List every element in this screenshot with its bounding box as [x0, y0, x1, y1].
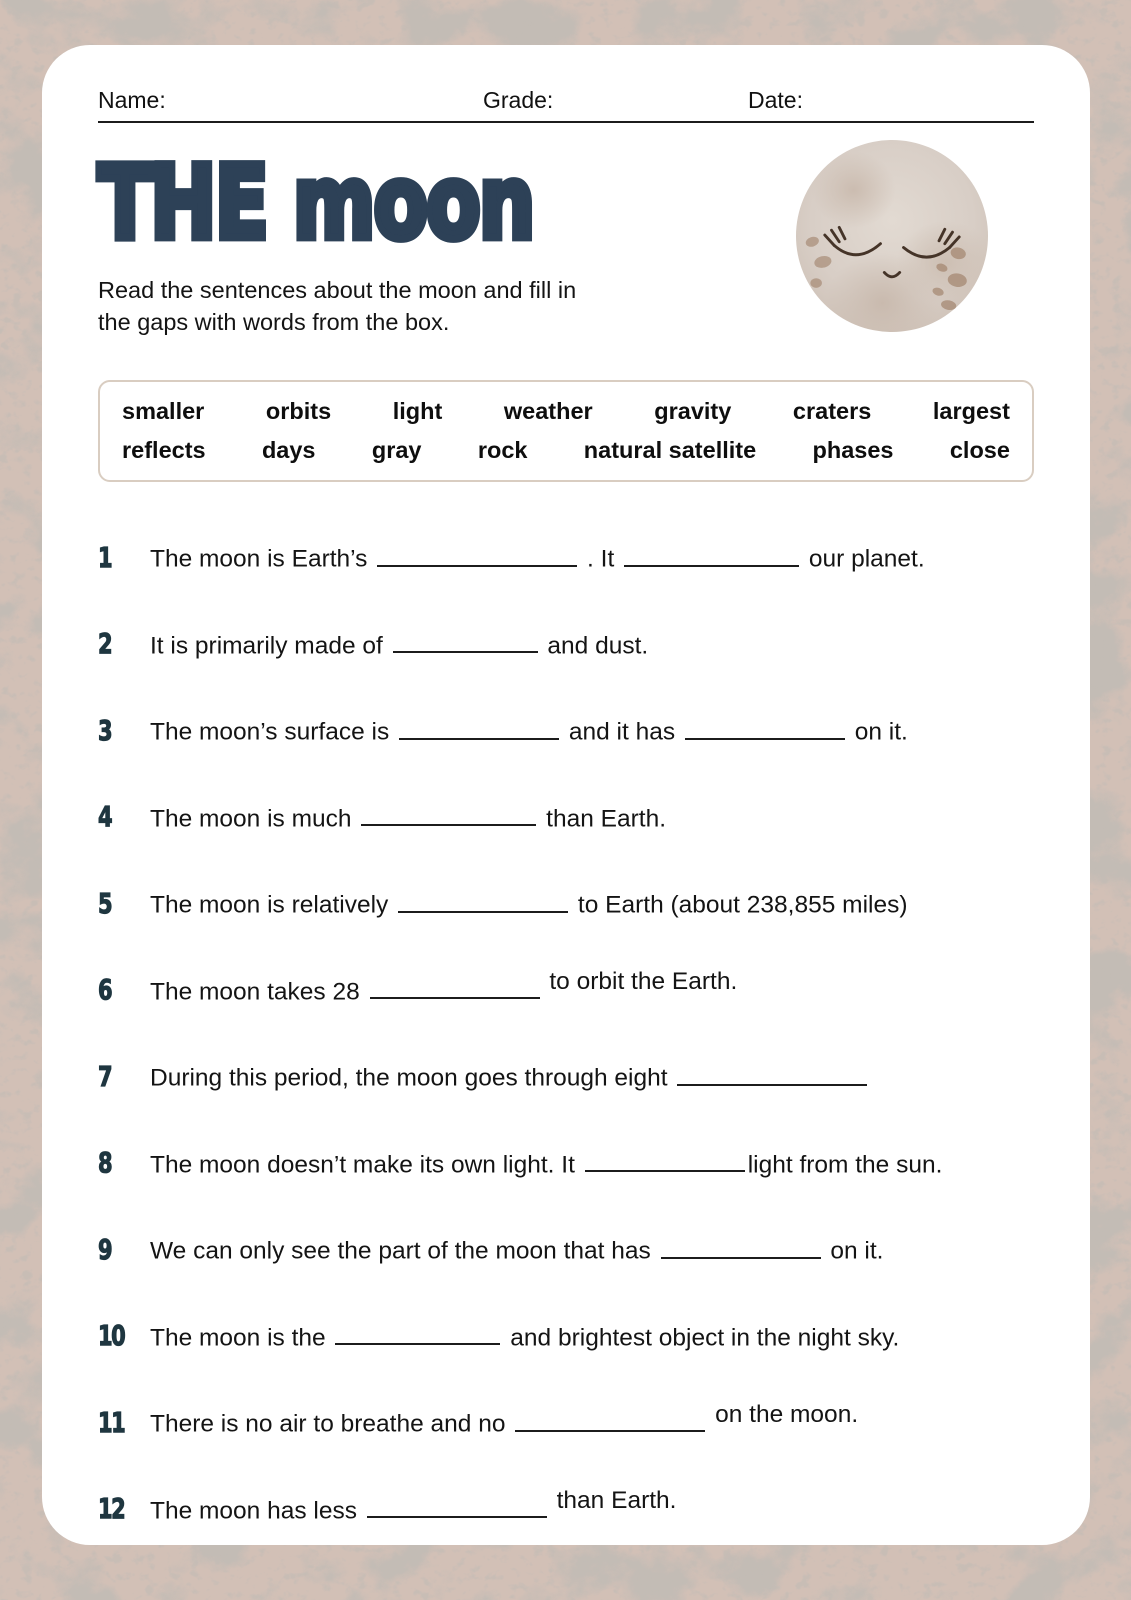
sentence-text — [150, 540, 925, 577]
answer-blank[interactable] — [585, 1146, 745, 1173]
word-bank-item: natural satellite — [583, 437, 757, 464]
sentence-fragment: The moon doesn’t make its own light. It — [150, 1151, 582, 1179]
word-bank-item: reflects — [122, 437, 206, 464]
sentence-fragment: and it has — [562, 718, 682, 746]
sentence-row — [98, 1487, 1034, 1529]
sentence-text — [150, 1487, 677, 1529]
instructions-text: Read the sentences about the moon and fill in the gaps with words from the box. — [98, 277, 577, 335]
answer-blank[interactable] — [515, 1405, 705, 1432]
student-info-header — [98, 87, 1034, 123]
sentence-fragment: The moon is relatively — [150, 891, 396, 919]
sentence-row — [98, 540, 1034, 577]
sentence-fragment: to Earth (about 238,855 miles) — [571, 891, 908, 919]
sentence-fragment: to orbit the Earth. — [542, 968, 738, 996]
answer-blank[interactable] — [393, 627, 538, 654]
sentence-number: 6 — [98, 973, 112, 1007]
sentence-number: 5 — [98, 886, 112, 920]
sentence-fragment: . It — [580, 545, 622, 573]
sentence-row — [98, 1400, 1034, 1442]
answer-blank[interactable] — [661, 1232, 821, 1259]
word-bank-item: weather — [503, 398, 593, 425]
word-bank-row — [122, 437, 1010, 464]
sentence-fragment: and dust. — [540, 632, 649, 660]
word-bank-item: largest — [932, 398, 1010, 425]
sentence-fragment: light from the sun. — [747, 1151, 943, 1179]
sentence-number: 10 — [98, 1319, 125, 1353]
sleeping-moon-illustration — [796, 140, 988, 332]
word-bank-item: gravity — [654, 398, 732, 425]
word-bank — [98, 380, 1034, 482]
word-bank-item: days — [261, 437, 316, 464]
word-bank-item: craters — [792, 398, 872, 425]
word-bank-item: phases — [812, 437, 894, 464]
sentence-fragment: on the moon. — [708, 1400, 859, 1428]
name-label: Name: — [98, 87, 166, 113]
sentence-fragment: It is primarily made of — [150, 632, 390, 660]
sentence-text — [150, 1232, 884, 1269]
word-bank-item: smaller — [122, 398, 205, 425]
sentence-row — [98, 886, 1034, 923]
answer-blank[interactable] — [677, 1059, 867, 1086]
date-label: Date: — [748, 87, 803, 113]
sentence-text — [150, 800, 666, 837]
word-bank-item: light — [392, 398, 443, 425]
sentence-number: 2 — [98, 627, 112, 661]
sentence-fragment: We can only see the part of the moon that has — [150, 1237, 658, 1265]
word-bank-item: rock — [477, 437, 528, 464]
sentence-fragment: The moon has less — [150, 1497, 364, 1525]
word-bank-row — [122, 398, 1010, 425]
sentence-fragment: There is no air to breathe and no — [150, 1410, 513, 1438]
sentence-fragment: and brightest object in the night sky. — [503, 1324, 900, 1352]
answer-blank[interactable] — [398, 886, 568, 913]
moon-face-icon — [796, 140, 988, 332]
word-bank-item: close — [949, 437, 1010, 464]
sentence-number: 7 — [98, 1059, 112, 1093]
sentence-list — [98, 540, 1034, 1528]
sentence-number: 4 — [98, 800, 112, 834]
answer-blank[interactable] — [685, 713, 845, 740]
answer-blank[interactable] — [370, 973, 540, 1000]
sentence-number: 11 — [98, 1405, 125, 1439]
grade-label: Grade: — [483, 87, 554, 113]
sentence-row — [98, 1059, 1034, 1096]
sentence-number: 9 — [98, 1232, 112, 1266]
sentence-fragment: our planet. — [802, 545, 925, 573]
sentence-fragment: The moon is Earth’s — [150, 545, 375, 573]
sentence-text — [150, 1059, 870, 1096]
sentence-text — [150, 1146, 942, 1183]
sentence-fragment: The moon’s surface is — [150, 718, 397, 746]
answer-blank[interactable] — [624, 540, 799, 567]
sentence-fragment: on it. — [823, 1237, 884, 1265]
sentence-text — [150, 627, 648, 664]
sentence-row — [98, 713, 1034, 750]
sentence-fragment: on it. — [847, 718, 908, 746]
worksheet-card — [42, 45, 1090, 1545]
sentence-row — [98, 968, 1034, 1010]
sentence-number: 8 — [98, 1146, 112, 1180]
sentence-text — [150, 1319, 899, 1356]
sentence-fragment: During this period, the moon goes through eight — [150, 1064, 675, 1092]
sentence-fragment: The moon is the — [150, 1324, 333, 1352]
answer-blank[interactable] — [367, 1492, 547, 1519]
sentence-row — [98, 1146, 1034, 1183]
sentence-number: 12 — [98, 1492, 125, 1526]
sentence-row — [98, 800, 1034, 837]
sentence-fragment: than Earth. — [549, 1487, 677, 1515]
sentence-text — [150, 968, 738, 1010]
sentence-fragment: The moon is much — [150, 805, 359, 833]
answer-blank[interactable] — [377, 540, 577, 567]
answer-blank[interactable] — [335, 1319, 500, 1346]
sentence-row — [98, 627, 1034, 664]
word-bank-item: orbits — [265, 398, 332, 425]
answer-blank[interactable] — [399, 713, 559, 740]
sentence-text — [150, 1400, 859, 1442]
sentence-number: 3 — [98, 713, 112, 747]
sentence-row — [98, 1319, 1034, 1356]
sentence-number: 1 — [98, 540, 112, 574]
answer-blank[interactable] — [361, 800, 536, 827]
sentence-fragment: than Earth. — [539, 805, 667, 833]
sentence-row — [98, 1232, 1034, 1269]
word-bank-item: gray — [371, 437, 422, 464]
sentence-text — [150, 713, 908, 750]
sentence-text — [150, 886, 908, 923]
sentence-fragment: The moon takes 28 — [150, 978, 367, 1006]
page-title: THE moon — [98, 144, 534, 262]
